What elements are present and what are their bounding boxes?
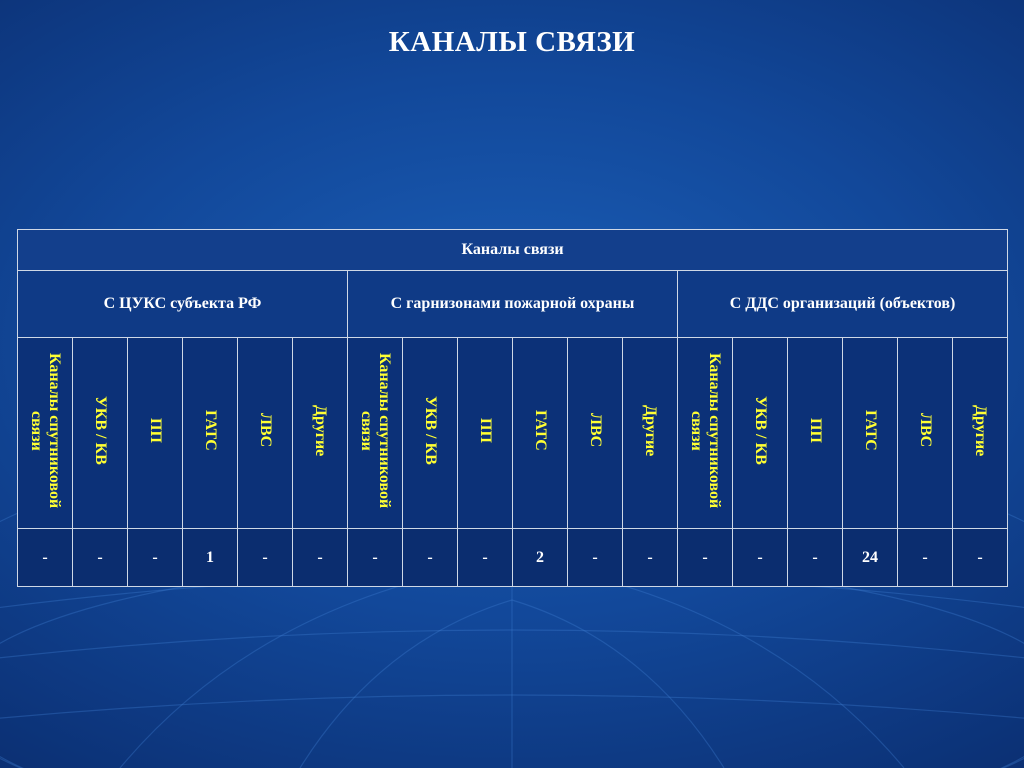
subheader-label: УКВ / КВ	[92, 396, 109, 465]
subheader-cell	[18, 338, 73, 529]
value-cell: -	[953, 529, 1008, 587]
value-cell: -	[568, 529, 623, 587]
subheader-cell	[348, 338, 403, 529]
subheader-cell	[513, 338, 568, 529]
value-cell: -	[898, 529, 953, 587]
table-row	[18, 529, 1008, 587]
communication-channels-table	[17, 229, 1008, 587]
subheader-label: ГАТС	[532, 410, 549, 451]
value-cell: -	[678, 529, 733, 587]
subheader-label: ЛВС	[917, 413, 934, 448]
subheader-cell	[623, 338, 678, 529]
value-cell: -	[348, 529, 403, 587]
subheader-cell	[73, 338, 128, 529]
subheader-cell	[898, 338, 953, 529]
value-cell: -	[18, 529, 73, 587]
subheader-label: УКВ / КВ	[752, 396, 769, 465]
subheader-label: ЛВС	[587, 413, 604, 448]
subheader-label: ПП	[147, 418, 164, 443]
subheader-cell	[458, 338, 513, 529]
value-cell: -	[293, 529, 348, 587]
subheader-cell	[183, 338, 238, 529]
subheader-label: Каналы спутниковой связи	[28, 352, 63, 509]
subheader-cell	[128, 338, 183, 529]
value-cell: 24	[843, 529, 898, 587]
value-cell: -	[73, 529, 128, 587]
subheader-cell	[678, 338, 733, 529]
value-cell: -	[238, 529, 293, 587]
subheader-cell	[238, 338, 293, 529]
subheader-label: Другие	[642, 404, 659, 457]
subheader-cell	[568, 338, 623, 529]
subheader-label: Другие	[972, 404, 990, 457]
value-cell: -	[458, 529, 513, 587]
value-cell: 2	[513, 529, 568, 587]
subheader-cell	[733, 338, 788, 529]
subheader-label: УКВ / КВ	[422, 396, 439, 465]
subheader-label: Другие	[312, 404, 329, 457]
subheader-cell	[788, 338, 843, 529]
slide-title: КАНАЛЫ СВЯЗИ	[388, 26, 636, 58]
subheader-cell	[403, 338, 458, 529]
subheader-label: Каналы спутниковой связи	[358, 352, 393, 509]
value-cell: -	[788, 529, 843, 587]
value-cell: -	[733, 529, 788, 587]
subheader-cell	[843, 338, 898, 529]
subheader-label: ЛВС	[257, 413, 274, 448]
value-cell: 1	[183, 529, 238, 587]
subheader-label: Каналы спутниковой связи	[688, 352, 723, 509]
group-header-tsuks: С ЦУКС субъекта РФ	[18, 271, 348, 338]
subheader-label: ПП	[807, 418, 824, 443]
subheader-label: ПП	[477, 418, 494, 443]
value-cell: -	[403, 529, 458, 587]
subheader-cell	[293, 338, 348, 529]
group-header-dds: С ДДС организаций (объектов)	[678, 271, 1008, 338]
subheader-label: ГАТС	[862, 410, 879, 451]
subheader-label: ГАТС	[202, 410, 219, 451]
subheader-cell	[953, 338, 1008, 529]
group-header-garrisons: С гарнизонами пожарной охраны	[348, 271, 678, 338]
value-cell: -	[623, 529, 678, 587]
table-header-cell: Каналы связи	[18, 230, 1008, 271]
value-cell: -	[128, 529, 183, 587]
